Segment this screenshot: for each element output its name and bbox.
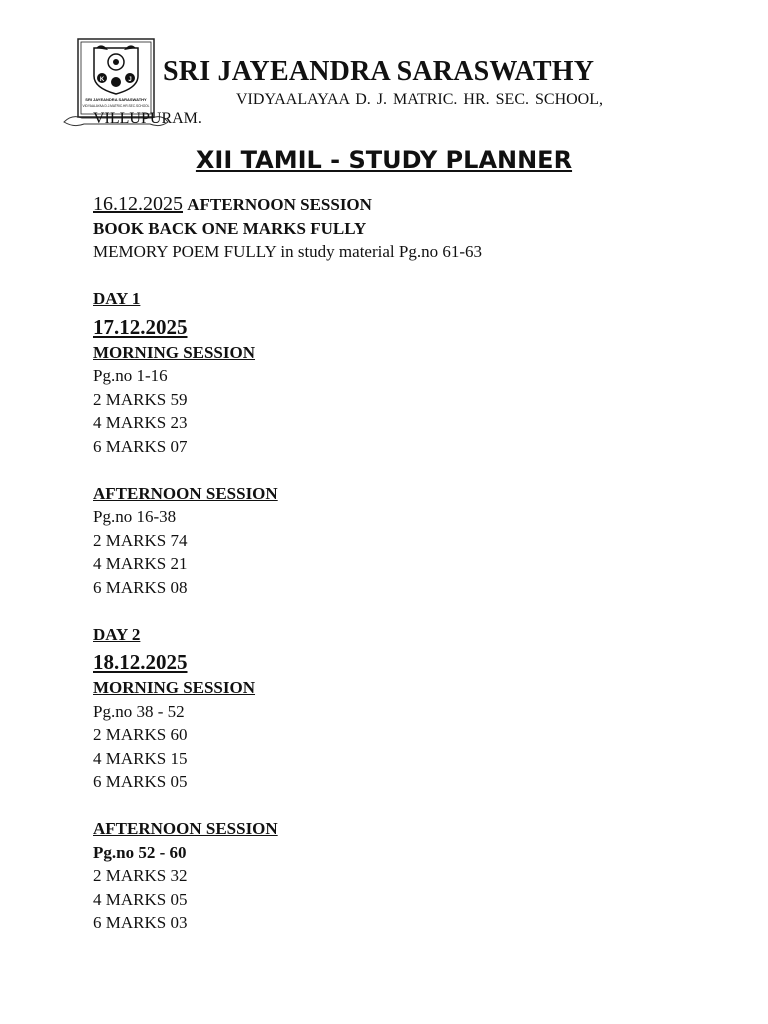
day-date: 17.12.2025 (93, 314, 188, 339)
six-marks: 6 MARKS 07 (93, 436, 188, 456)
session-label: AFTERNOON SESSION (93, 483, 278, 503)
page-range: Pg.no 16-38 (93, 507, 177, 526)
intro-date: 16.12.2025 (93, 193, 183, 215)
intro-book-back: BOOK BACK ONE MARKS FULLY (93, 218, 367, 238)
two-marks: 2 MARKS 59 (93, 389, 188, 409)
four-marks: 4 MARKS 15 (93, 748, 188, 768)
page-title: XII TAMIL - STUDY PLANNER (195, 146, 573, 174)
page-range: Pg.no 38 - 52 (93, 701, 185, 721)
svg-text:J: J (128, 77, 132, 83)
four-marks: 4 MARKS 05 (93, 889, 188, 909)
page-range: Pg.no 1-16 (93, 366, 168, 385)
svg-text:SRI JAYEANDRA SARASWATHY: SRI JAYEANDRA SARASWATHY (85, 97, 147, 102)
day-date: 18.12.2025 (93, 650, 188, 674)
four-marks: 4 MARKS 23 (93, 413, 188, 432)
svg-text:K: K (99, 77, 105, 83)
two-marks: 2 MARKS 32 (93, 866, 188, 885)
school-name: SRI JAYEANDRA SARASWATHY (163, 56, 595, 87)
page-range: Pg.no 52 - 60 (93, 842, 187, 862)
school-city: VILLUPURAM. (93, 110, 202, 127)
school-subtitle: VIDYAALAYAA D. J. MATRIC. HR. SEC. SCHOOL, (236, 91, 604, 108)
six-marks: 6 MARKS 08 (93, 577, 188, 597)
day-label: DAY 1 (93, 289, 141, 308)
session-label: MORNING SESSION (93, 678, 256, 697)
two-marks: 2 MARKS 60 (93, 725, 188, 744)
six-marks: 6 MARKS 03 (93, 913, 188, 932)
two-marks: 2 MARKS 74 (93, 530, 188, 550)
planner-body (93, 193, 733, 935)
intro-session: AFTERNOON SESSION (187, 195, 372, 214)
day-label: DAY 2 (93, 624, 141, 644)
six-marks: 6 MARKS 05 (93, 772, 188, 791)
four-marks: 4 MARKS 21 (93, 554, 188, 573)
session-label: AFTERNOON SESSION (93, 819, 278, 838)
session-label: MORNING SESSION (93, 342, 256, 362)
intro-memory-poem: MEMORY POEM FULLY in study material Pg.no 61-63 (93, 242, 482, 261)
intro-line (93, 193, 733, 217)
svg-text:VIDYAALAYAA D.J.MATRIC.HR.SEC.: VIDYAALAYAA D.J.MATRIC.HR.SEC.SCHOOL (82, 104, 150, 108)
